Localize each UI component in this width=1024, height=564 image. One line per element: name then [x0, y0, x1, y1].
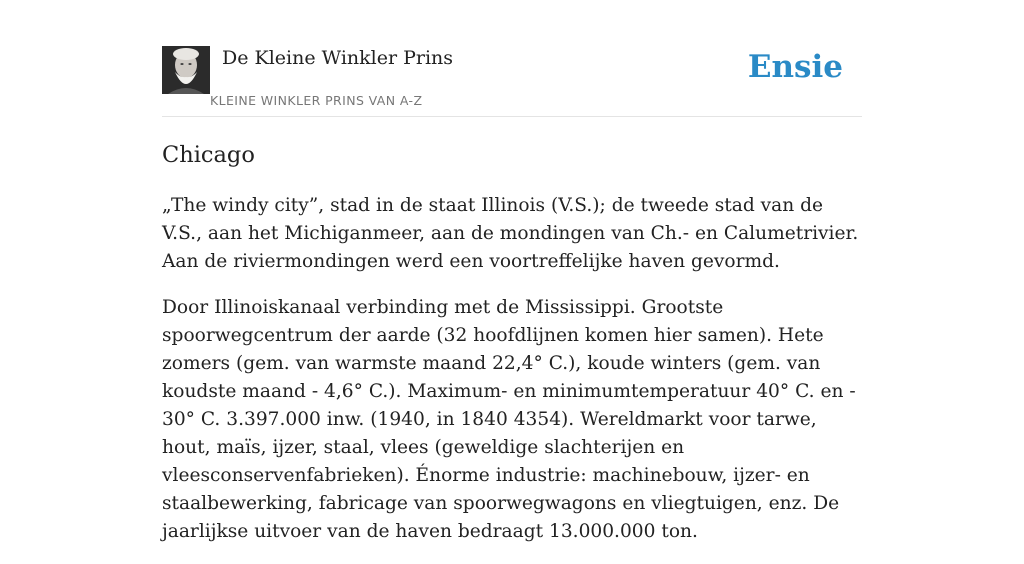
article-paragraph: „The windy city”, stad in de staat Illinois (V.S.); de tweede stad van de V.S., aan het Michiganmeer, aan de mondingen van Ch.- en Calumetrivier. Aan de riviermondingen werd een voortreffelijke haven gevormd. [162, 195, 859, 272]
book-title[interactable]: De Kleine Winkler Prins [222, 47, 454, 69]
article [162, 138, 868, 564]
article-paragraph: Door Illinoiskanaal verbinding met de Mississippi. Grootste spoorwegcentrum der aarde (32 hoofdlijnen komen hier samen). Hete zomers (gem. van warmste maand 22,4° C.), koude winters (gem. van koudste maand - 4,6° C.). Maximum- en minimumtemperatuur 40° C. en - 30° C. 3.397.000 inw. (1940, in 1840 4354). Wereldmarkt voor tarwe, hout, maïs, ijzer, staal, vlees (geweldige slachterijen en vleesconservenfabrieken). Énorme industrie: machinebouw, ijzer- en staalbewerking, fabricage van spoorwegwagons en vliegtuigen, enz. De jaarlijkse uitvoer van de haven bedraagt 13.000.000 ton. [162, 297, 856, 542]
book-subtitle[interactable]: KLEINE WINKLER PRINS VAN A-Z [210, 93, 423, 108]
brand-logo[interactable]: Ensie [747, 49, 843, 85]
header [162, 46, 862, 117]
author-avatar[interactable] [162, 46, 210, 94]
article-title: Chicago [162, 142, 255, 168]
portrait-image [162, 46, 210, 94]
